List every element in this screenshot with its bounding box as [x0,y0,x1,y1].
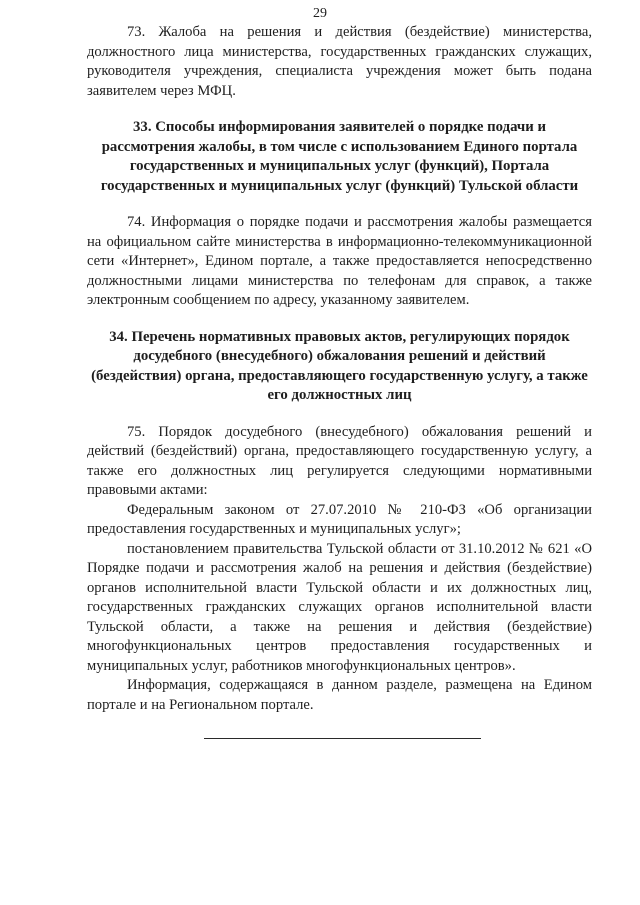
paragraph-information: Информация, содержащаяся в данном разделе, размещена на Едином портале и на Региональном портале. [87,677,592,713]
document-body [87,23,592,715]
end-divider-line [204,738,481,739]
section-heading-33: 33. Способы информирования заявителей о порядке подачи и рассмотрения жалобы, в том числе с использованием Единого портала государственных и муниципальных услуг (функций), Портала государственных и муниципальных услуг (функций) Тульской области [100,119,579,194]
paragraph-75: 75. Порядок досудебного (внесудебного) обжалования решений и действий (бездействий) органа, предоставляющего государственную услугу, а также его должностных лиц регулируется следующими нормативными правовыми актами: [87,423,592,498]
page-number: 29 [313,6,327,21]
paragraph-resolution: постановлением правительства Тульской области от 31.10.2012 № 621 «О Порядке подачи и рассмотрения жалоб на решения и действия (бездействие) органов исполнительной власти Тульской области и их должностных лиц, государственных гражданских служащих органов исполнительной власти Тульской области, а также на решения и действия (бездействие) многофункциональных центров предоставления государственных и муниципальных услуг, работников многофункциональных центров». [87,540,592,674]
paragraph-73: 73. Жалоба на решения и действия (бездействие) министерства, должностного лица министерства, государственных гражданских служащих, руководителя учреждения, специалиста учреждения может быть подана заявителем через МФЦ. [87,24,592,99]
section-heading-34: 34. Перечень нормативных правовых актов, регулирующих порядок досудебного (внесудебного) обжалования решений и действий (бездействия) органа, предоставляющего государственную услугу, а также его должностных лиц [91,328,588,403]
paragraph-federal-law: Федеральным законом от 27.07.2010 № 210-ФЗ «Об организации предоставления государственных и муниципальных услуг»; [87,501,592,537]
paragraph-74: 74. Информация о порядке подачи и рассмотрения жалобы размещается на официальном сайте министерства в информационно-телекоммуникационной сети «Интернет», Едином портале, а также предоставляется непосредственно должностными лицами министерства по телефонам для справок, а также электронным сообщением по адресу, указанному заявителем. [87,214,592,308]
